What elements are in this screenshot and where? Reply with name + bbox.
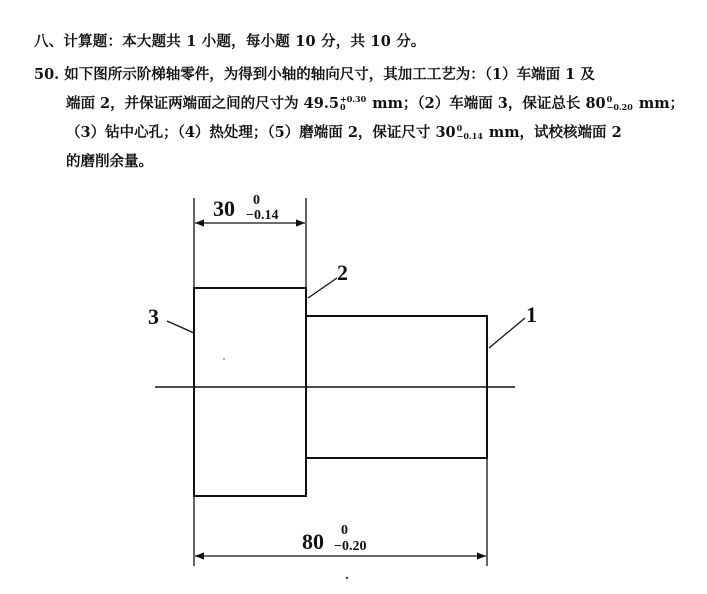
dim-30-upper-tol: 0 bbox=[253, 193, 260, 208]
scan-dot bbox=[346, 577, 348, 579]
dim-80-nominal: 80 bbox=[302, 529, 324, 554]
leader-line-face-2 bbox=[308, 278, 337, 298]
leader-line-face-3 bbox=[167, 321, 194, 333]
dim-80-lower-tol: −0.20 bbox=[334, 539, 367, 554]
tolerance-80: 0 −0.20 bbox=[606, 94, 633, 112]
tolerance-30: 0 −0.14 bbox=[456, 123, 483, 141]
dim-30-nominal: 30 bbox=[213, 196, 235, 221]
leader-line-face-1 bbox=[489, 318, 525, 348]
dim-30-lower-tol: −0.14 bbox=[246, 208, 279, 223]
tolerance-49-5: +0.30 0 bbox=[340, 94, 367, 112]
large-cylinder-outline bbox=[194, 288, 306, 496]
label-face-3: 3 bbox=[148, 304, 159, 329]
label-face-1: 1 bbox=[526, 302, 537, 327]
label-face-2: 2 bbox=[337, 260, 348, 285]
problem-number: 50. bbox=[34, 66, 60, 83]
dim-80-upper-tol: 0 bbox=[341, 523, 348, 538]
problem-line-1: 50. 如下图所示阶梯轴零件，为得到小轴的轴向尺寸，其加工工艺为：（1）车端面 1 及 bbox=[34, 66, 595, 83]
scan-dot bbox=[223, 358, 225, 360]
problem-line-4: 的磨削余量。 bbox=[66, 153, 153, 170]
section-heading: 八、计算题：本大题共 1 小题，每小题 10 分，共 10 分。 bbox=[34, 33, 426, 50]
problem-line-3: （3）钻中心孔；（4）热处理；（5）磨端面 2，保证尺寸 30 0 −0.14 mm，试校核端面 2 bbox=[66, 123, 622, 141]
problem-line-2: 端面 2，并保证两端面之间的尺寸为 49.5 +0.30 0 mm；（2）车端面 3，保证总长 80 0 −0.20 mm； bbox=[66, 94, 685, 112]
